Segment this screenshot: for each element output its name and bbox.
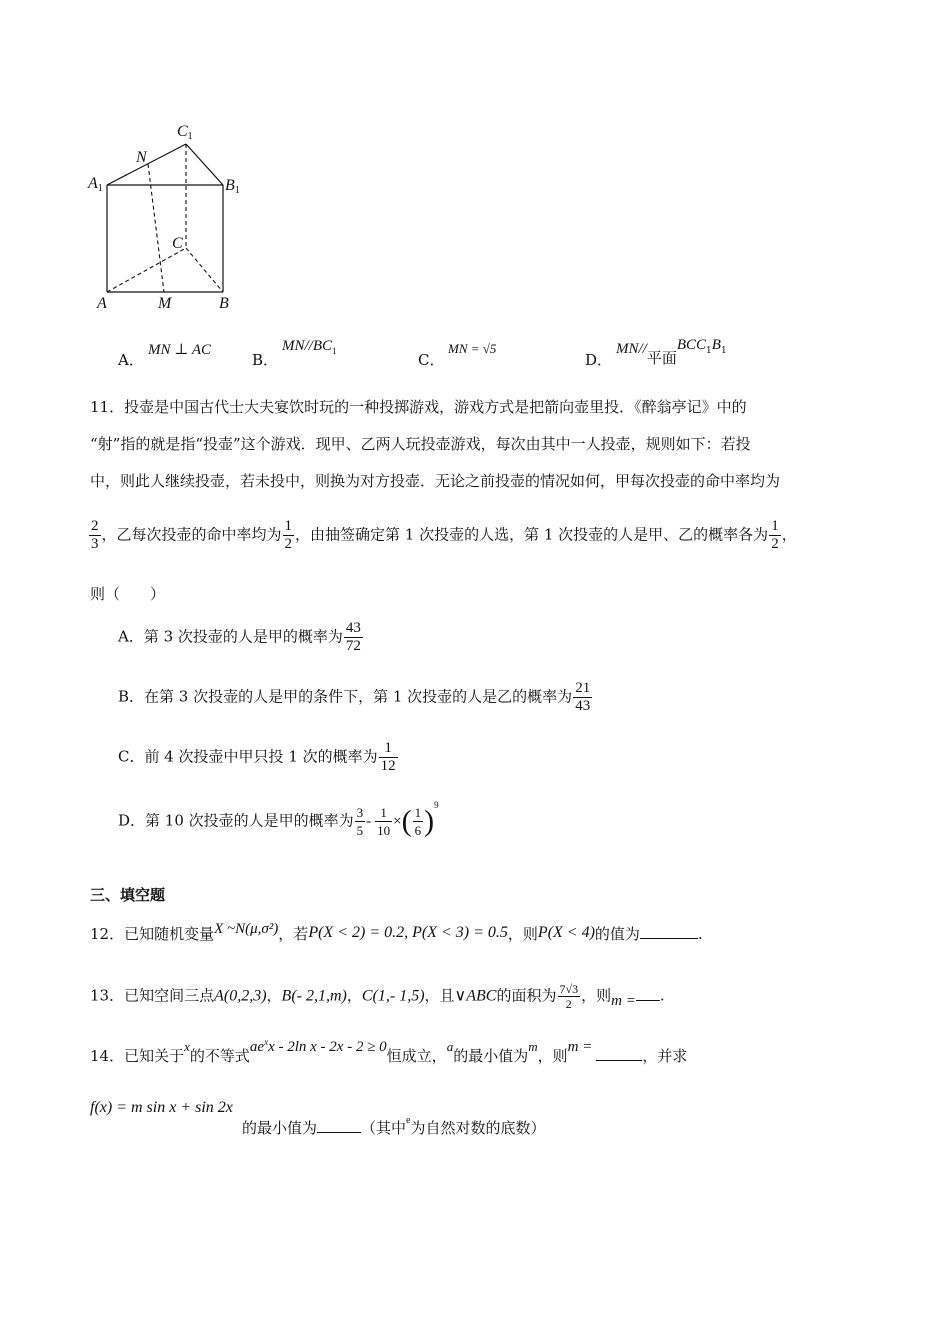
q11-option-a: A．第 3 次投壶的人是甲的概率为 $\frac{43}{72}$ bbox=[118, 620, 361, 654]
q11-option-d: D．第 10 次投壶的人是甲的概率为 $\frac{3}{5}$ - $\frac{1}{10}$ ×( $\frac{1}{6}$ )$^9$ bbox=[118, 799, 439, 838]
label-a: A bbox=[97, 295, 107, 312]
fraction-2-3: $\frac{2}{3}$ bbox=[91, 518, 99, 552]
q11-line-4: $\frac{2}{3}$ ，乙每次投壶的命中率均为 $\frac{1}{2}$ ，由抽签确定第 1 次投壶的人选，第 1 次投壶的人是甲、乙的概率各为 $\frac{1}{2}$ ， bbox=[91, 518, 797, 552]
q11-line-1: 11．投壶是中国古代士大夫宴饮时玩的一种投掷游戏，游戏方式是把箭向壶里投．《醉翁亭记》中的 bbox=[90, 398, 747, 416]
q11-line-2: “射”指的就是指“投壶”这个游戏．现甲、乙两人玩投壶游戏，每次由其中一人投壶，规则如下：若投 bbox=[90, 435, 751, 453]
label-a1: A1 bbox=[88, 175, 103, 194]
q14-line-1: 14．已知关于x的不等式$ae^xx - 2\ln$ x - 2x - 2 ≥ 0恒成立，a的最小值为m，则m = ，并求 bbox=[90, 1037, 688, 1065]
edge-a-c bbox=[107, 248, 186, 292]
fraction-1-2-b: $\frac{1}{2}$ bbox=[771, 518, 779, 552]
q10-option-a: A． bbox=[118, 351, 144, 369]
q10-option-d: D． bbox=[585, 351, 613, 369]
label-c1: C1 bbox=[177, 123, 193, 142]
q10-option-c-math: MN = √5 bbox=[448, 341, 497, 356]
segment-mn bbox=[148, 164, 164, 292]
q10-option-b: B． bbox=[252, 351, 279, 369]
label-n: N bbox=[136, 149, 147, 166]
edge-c-b bbox=[186, 248, 223, 292]
q10-option-b-math: $MN//BC_1$ bbox=[282, 338, 337, 356]
q10-option-d-math: MN//平面$BCC_1B_1$ bbox=[616, 337, 727, 367]
q10-option-a-math: MN ⊥ AC bbox=[148, 342, 212, 358]
q10-option-c: C． bbox=[418, 351, 445, 369]
edge-c1-b1 bbox=[186, 144, 223, 185]
label-b1: B1 bbox=[225, 177, 240, 196]
q11-option-b: B．在第 3 次投壶的人是甲的条件下，第 1 次投壶的人是乙的概率为 $\frac{21}{43}$ bbox=[118, 680, 591, 714]
fraction-1-2: $\frac{1}{2}$ bbox=[284, 518, 293, 552]
q11-option-c: C．前 4 次投壶中甲只投 1 次的概率为 $\frac{1}{12}$ bbox=[118, 740, 396, 774]
q13-answer-blank[interactable] bbox=[636, 984, 660, 1001]
q11-line-5: 则（ ） bbox=[90, 585, 166, 603]
section-title: 三、填空题 bbox=[90, 886, 166, 904]
q13: 13．已知空间三点A(0,2,3)，B(- 2,1,m)，C(1,- 1,5)，且∨ABC的面积为 $\frac{7√3}{2}$ ，则m = . bbox=[90, 982, 665, 1011]
q12: 12．已知随机变量X ~N(μ,σ²)，若P(X < 2) = 0.2, P(X < 3) = 0.5，则P(X < 4)的值为 . bbox=[90, 921, 703, 943]
q14-answer-blank-2[interactable] bbox=[317, 1116, 361, 1133]
q14-func: f(x) = m sin x + sin 2x bbox=[90, 1099, 233, 1116]
q14-line-2: 的最小值为 （其中$^e$为自然对数的底数） bbox=[242, 1115, 546, 1137]
label-m: M bbox=[158, 295, 172, 312]
q11-line-3: 中，则此人继续投壶，若未投中，则换为对方投壶．无论之前投壶的情况如何，甲每次投壶的命中率均为 bbox=[90, 472, 781, 490]
q14-answer-blank-1[interactable] bbox=[596, 1044, 642, 1061]
label-b: B bbox=[219, 295, 229, 312]
prism-figure bbox=[80, 115, 260, 320]
q12-answer-blank[interactable] bbox=[640, 922, 698, 939]
label-c: C bbox=[172, 235, 183, 252]
